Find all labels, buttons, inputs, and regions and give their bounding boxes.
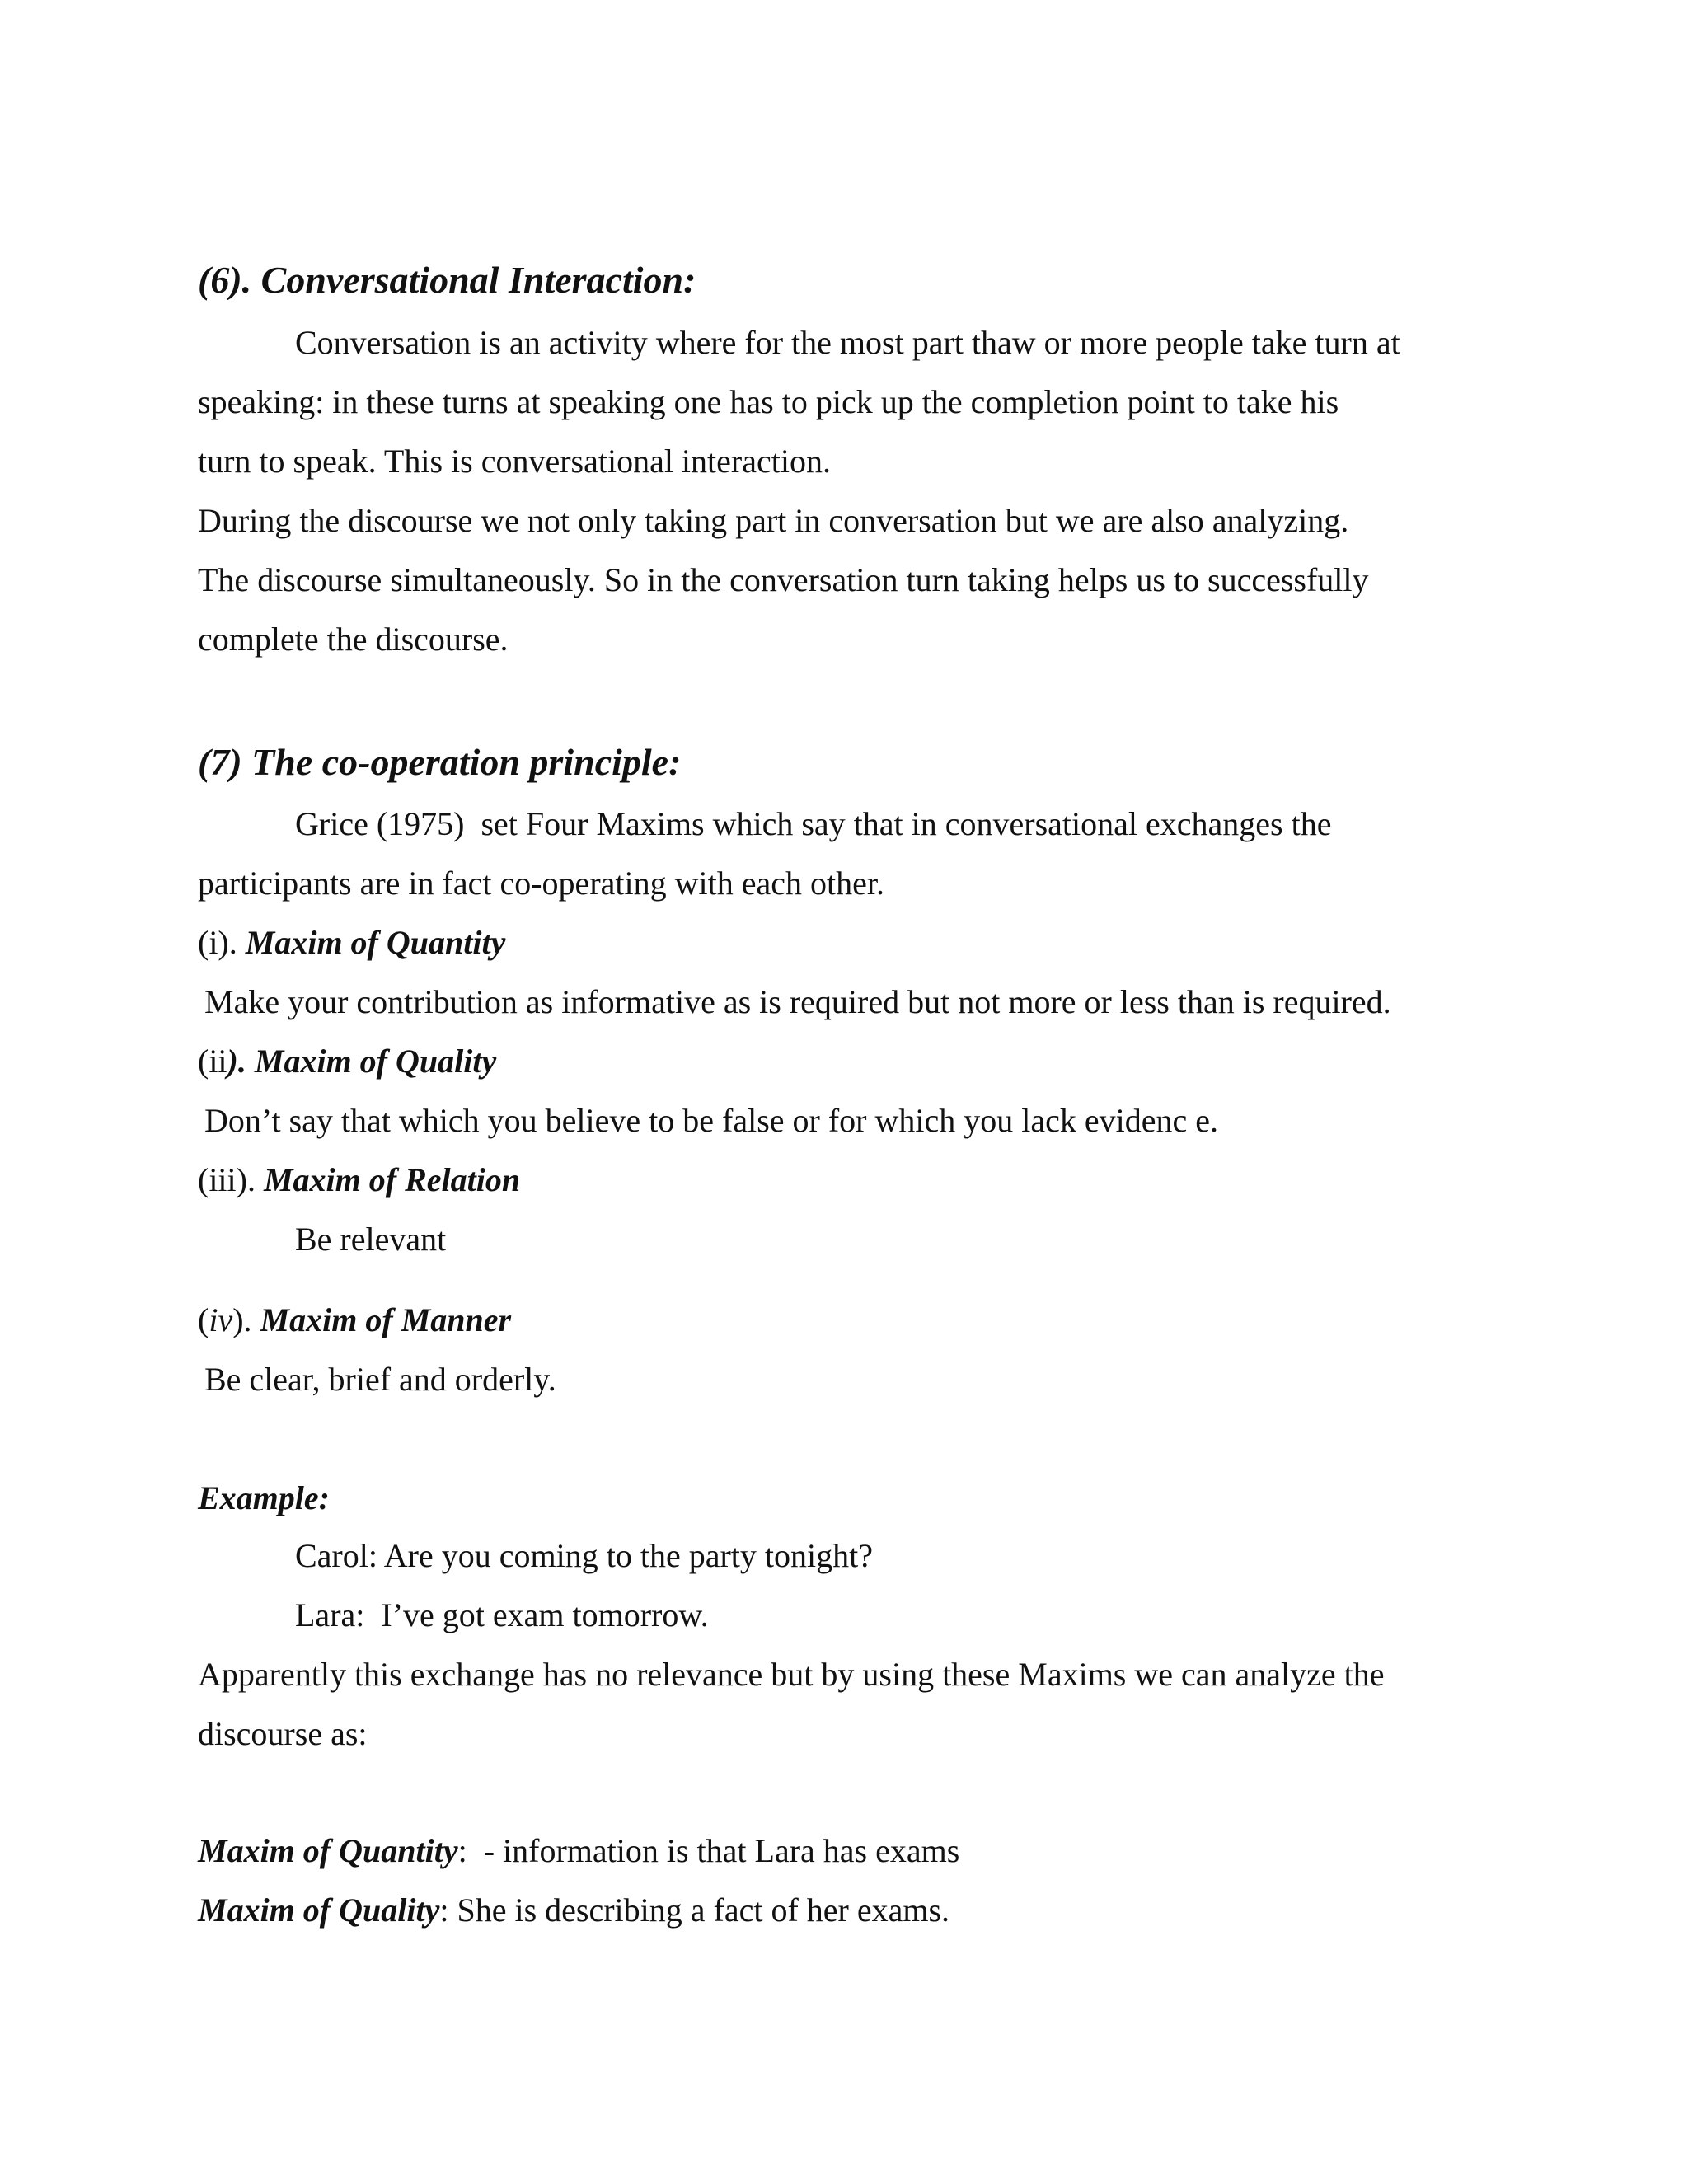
maxim-1-prefix: (i). (198, 924, 246, 961)
maxim-2-prefix: (ii (198, 1043, 227, 1080)
maxim-4-prefix: ( (198, 1301, 209, 1338)
analysis-quality-text: : She is describing a fact of her exams. (439, 1891, 950, 1929)
maxim-2-prefix-bold: ). (227, 1043, 255, 1080)
section-6-line-2: speaking: in these turns at speaking one has to pick up the completion point to take his (198, 383, 1339, 420)
maxim-quantity-title (198, 923, 505, 963)
example-dialogue-carol: Carol: Are you coming to the party tonight? (295, 1537, 873, 1574)
maxim-2-name: Maxim of Quality (254, 1043, 497, 1080)
section-6-line-3: turn to speak. This is conversational interaction. (198, 443, 831, 480)
example-analysis-1: Apparently this exchange has no relevance but by using these Maxims we can analyze the (198, 1656, 1385, 1693)
analysis-quality (198, 1891, 950, 1930)
maxim-manner-desc: Be clear, brief and orderly. (204, 1361, 556, 1398)
maxim-1-name: Maxim of Quantity (245, 924, 506, 961)
section-6-line-4: During the discourse we not only taking part in conversation but we are also analyzing. (198, 502, 1349, 539)
maxim-4-prefix-italic: iv (209, 1301, 233, 1338)
maxim-4-name: Maxim of Manner (260, 1301, 512, 1338)
example-analysis-2: discourse as: (198, 1715, 368, 1752)
maxim-manner-title (198, 1301, 511, 1340)
analysis-quality-name: Maxim of Quality (198, 1891, 440, 1929)
analysis-quantity-text: : - information is that Lara has exams (457, 1832, 960, 1869)
maxim-quality-desc: Don’t say that which you believe to be false or for which you lack evidenc e. (204, 1102, 1218, 1139)
analysis-quantity (198, 1831, 959, 1871)
section-7-heading: (7) The co-operation principle: (198, 741, 682, 783)
maxim-relation-title (198, 1160, 520, 1200)
section-7-intro-1: Grice (1975) set Four Maxims which say that in conversational exchanges the (295, 805, 1332, 842)
maxim-quantity-desc: Make your contribution as informative as is required but not more or less than is required. (204, 983, 1391, 1020)
maxim-3-name: Maxim of Relation (263, 1161, 521, 1198)
maxim-quality-title (198, 1042, 496, 1081)
section-6-line-5: The discourse simultaneously. So in the conversation turn taking helps us to successfully (198, 561, 1369, 598)
example-label: Example: (198, 1479, 330, 1516)
maxim-relation-desc: Be relevant (295, 1221, 447, 1258)
section-6-line-6: complete the discourse. (198, 621, 509, 658)
section-7-intro-2: participants are in fact co-operating with each other. (198, 865, 884, 902)
example-dialogue-lara: Lara: I’ve got exam tomorrow. (295, 1596, 709, 1633)
maxim-3-prefix: (iii). (198, 1161, 264, 1198)
section-6-line-1: Conversation is an activity where for the most part thaw or more people take turn at (295, 324, 1400, 361)
analysis-quantity-name: Maxim of Quantity (198, 1832, 458, 1869)
section-6-heading: (6). Conversational Interaction: (198, 259, 696, 301)
maxim-4-prefix-tail: ). (232, 1301, 260, 1338)
